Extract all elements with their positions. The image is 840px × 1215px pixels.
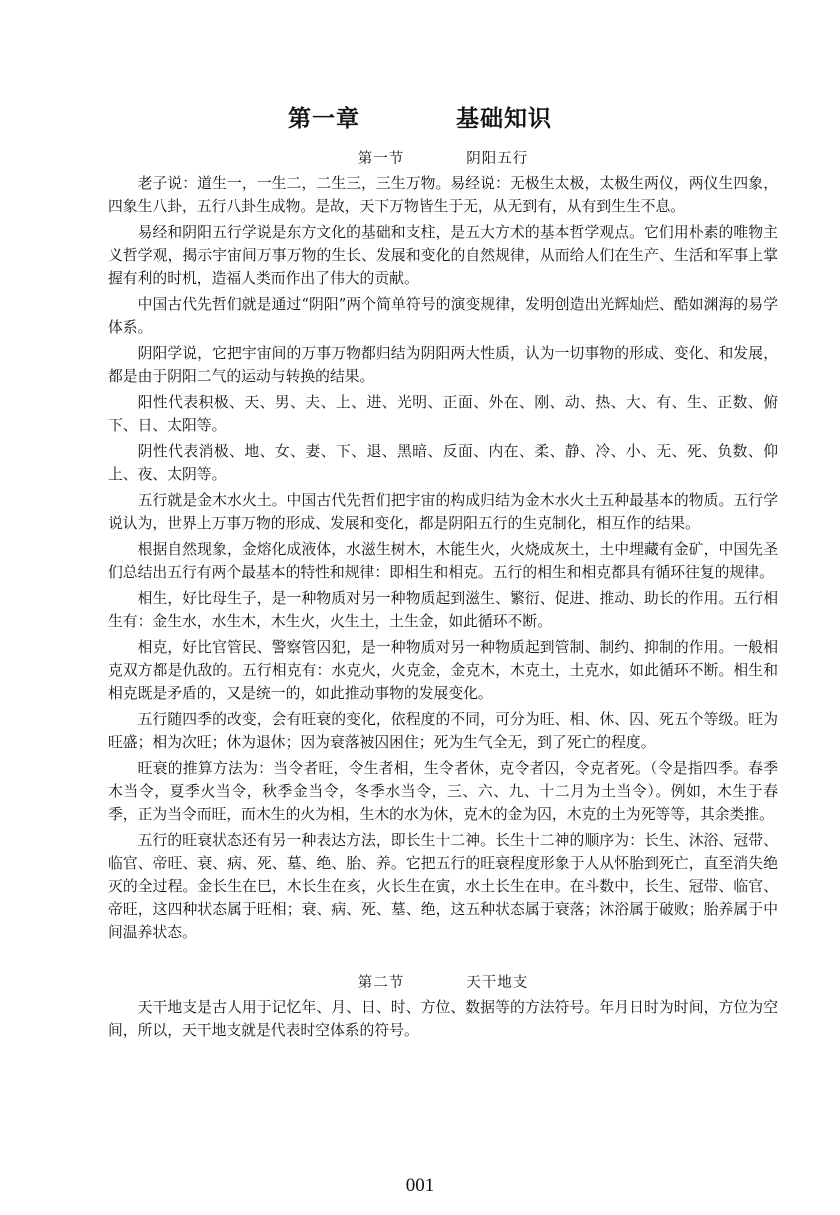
paragraph: 老子说：道生一，一生二，二生三，三生万物。易经说：无极生太极，太极生两仪，两仪生四象，四象生八卦，五行八卦生成物。是故，天下万物皆生于无，从无到有，从有到生生不息。 (108, 175, 778, 215)
paragraph: 阴阳学说，它把宇宙间的万事万物都归结为阴阳两大性质，认为一切事物的形成、变化、和发展，都是由于阴阳二气的运动与转换的结果。 (108, 345, 778, 385)
section-heading: 第一节 阴阳五行 (357, 151, 529, 167)
section-spacer (108, 947, 778, 971)
section-2 (108, 971, 778, 1042)
paragraph: 天干地支是古人用于记忆年、月、日、时、方位、数据等的方法符号。年月日时为时间，方位为空间，所以，天干地支就是代表时空体系的符号。 (108, 999, 778, 1039)
document-body (108, 147, 778, 1045)
page-number: 001 (405, 1175, 435, 1196)
paragraph: 阳性代表积极、天、男、夫、上、进、光明、正面、外在、刚、动、热、大、有、生、正数、俯下、日、太阳等。 (108, 394, 778, 434)
paragraph: 五行的旺衰状态还有另一种表达方法，即长生十二神。长生十二神的顺序为：长生、沐浴、冠带、临官、帝旺、衰、病、死、墓、绝、胎、养。它把五行的旺衰程度形象于人从怀胎到死亡，直至消失绝灭的全过程。金长生在巳，木长生在亥，火长生在寅，水土长生在申。在斗数中，长生、冠带、临官、帝旺，这四种状态属于旺相；衰、病、死、墓、绝，这五种状态属于衰落；沐浴属于破败；胎养属于中间温养状态。 (108, 832, 778, 941)
paragraph: 相生，好比母生子，是一种物质对另一种物质起到滋生、繁衍、促进、推动、助长的作用。五行相生有：金生水，水生木，木生火，火生土，土生金，如此循环不断。 (108, 590, 778, 630)
section-1 (108, 147, 778, 944)
chapter-title: 第一章 基础知识 (288, 106, 552, 132)
paragraph: 阴性代表消极、地、女、妻、下、退、黑暗、反面、内在、柔、静、冷、小、无、死、负数、仰上、夜、太阴等。 (108, 443, 778, 483)
paragraph: 根据自然现象，金熔化成液体，水滋生树木，木能生火，火烧成灰土，土中埋藏有金矿，中国先圣们总结出五行有两个最基本的特性和规律：即相生和相克。五行的相生和相克都具有循环往复的规律。 (108, 541, 778, 581)
paragraph: 五行就是金木水火土。中国古代先哲们把宇宙的构成归结为金木水火土五种最基本的物质。五行学说认为，世界上万事万物的形成、发展和变化，都是阴阳五行的生克制化，相互作的结果。 (108, 492, 778, 532)
paragraph: 五行随四季的改变，会有旺衰的变化，依程度的不同，可分为旺、相、休、囚、死五个等级。旺为旺盛；相为次旺；休为退休；因为衰落被囚困住；死为生气全无，到了死亡的程度。 (108, 711, 778, 751)
section-heading: 第二节 天干地支 (357, 975, 529, 991)
paragraph: 相克，好比官管民、警察管囚犯，是一种物质对另一种物质起到管制、制约、抑制的作用。一般相克双方都是仇敌的。五行相克有：水克火，火克金，金克木，木克土，土克水，如此循环不断。相生和相克既是矛盾的，又是统一的，如此推动事物的发展变化。 (108, 639, 778, 702)
paragraph: 中国古代先哲们就是通过“阴阳”两个简单符号的演变规律，发明创造出光辉灿烂、酷如渊海的易学体系。 (108, 296, 778, 336)
paragraph: 易经和阴阳五行学说是东方文化的基础和支柱，是五大方术的基本哲学观点。它们用朴素的唯物主义哲学观，揭示宇宙间万事万物的生长、发展和变化的自然规律，从而给人们在生产、生活和军事上掌握有利的时机，造福人类而作出了伟大的贡献。 (108, 224, 778, 287)
paragraph: 旺衰的推算方法为：当令者旺，令生者相，生令者休，克令者囚，令克者死。（令是指四季。春季木当令，夏季火当令，秋季金当令，冬季水当令，三、六、九、十二月为土当令）。例如，木生于春季，正为当令而旺，而木生的火为相，生木的水为休，克木的金为囚，木克的土为死等等，其余类推。 (108, 760, 778, 823)
